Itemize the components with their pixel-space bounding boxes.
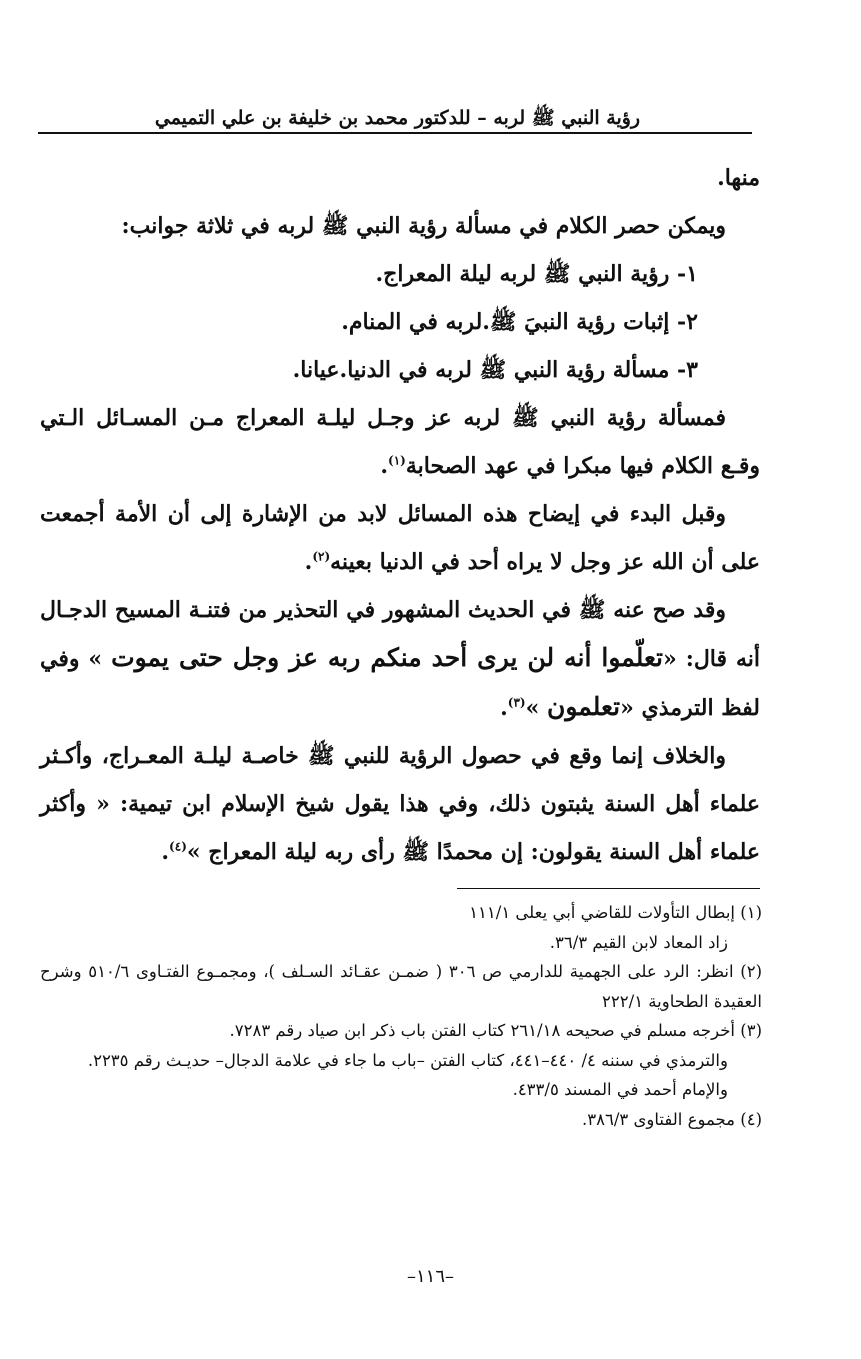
paragraph-aspects: ويمكن حصر الكلام في مسألة رؤية النبي ﷺ لربه في ثلاثة جوانب: bbox=[121, 213, 726, 239]
paragraph-miraj: فمسألة رؤية النبي ﷺ لربه عز وجـل ليلـة المعراج مـن المسـائل الـتي وقـع الكلام فيها مبكرا في عهد الصحابة$^{(١)}$. bbox=[40, 405, 760, 479]
running-header: رؤية النبي ﷺ لربه – للدكتور محمد بن خليفة بن علي التميمي bbox=[154, 107, 641, 129]
paragraph-intro: منها. bbox=[717, 165, 760, 191]
footnote-ref-3: (٣) bbox=[507, 695, 526, 710]
footnote-1: (١) إبطال التأولات للقاضي أبي يعلى ١١١/١ bbox=[469, 903, 762, 922]
tirmidhi-word: تعلمون bbox=[547, 692, 621, 721]
paragraph-dispute: والخلاف إنما وقع في حصول الرؤية للنبي ﷺ خاصـة ليلـة المعـراج، وأكـثر علماء أهل السنة يثبتون ذلك، وفي هذا يقول شيخ الإسلام ابن تيمية: « وأكثر علماء أهل السنة يقولون: إن محمدًا ﷺ رأى ربه ليلة المعراج »$^{(٤)}$. bbox=[40, 743, 760, 865]
list-item-1: ١- رؤية النبي ﷺ لربه ليلة المعراج. bbox=[375, 261, 698, 287]
footnote-ref-1: (١) bbox=[388, 453, 406, 468]
paragraph-hadith: وقد صح عنه ﷺ في الحديث المشهور في التحذير من فتنـة المسيح الدجـال أنه قال: «تعلّموا أنه لن يرى أحد منكم ربه عز وجل حتى يموت » وفي لفظ الترمذي «تعلمون »$^{(٣)}$. bbox=[40, 597, 760, 721]
footnote-ref-4: (٤) bbox=[169, 839, 187, 854]
paragraph-miraj-text: فمسألة رؤية النبي ﷺ لربه عز وجـل ليلـة المعراج مـن المسـائل الـتي وقـع الكلام فيها مبكرا في عهد الصحابة bbox=[40, 405, 760, 479]
hadith-intro: وقد صح عنه ﷺ في الحديث المشهور في التحذير من فتنـة المسيح الدجـال أنه قال: « bbox=[40, 597, 760, 672]
footnote-1-cont: زاد المعاد لابن القيم ٣٦/٣. bbox=[549, 932, 728, 952]
list-item-3: ٣- مسألة رؤية النبي ﷺ لربه في الدنيا.عيانا. bbox=[292, 357, 698, 383]
footnote-rule bbox=[457, 888, 760, 889]
footnote-2: (٢) انظر: الرد على الجهمية للدارمي ص ٣٠٦ ( ضمـن عقـائد السـلف )، ومجمـوع الفتـاوى ٥١٠/٦ وشرح العقيدة الطحاوية ٢٢٢/١ bbox=[40, 962, 763, 1011]
tirmidhi-close: » bbox=[525, 695, 540, 721]
footnote-4: (٤) مجموع الفتاوى ٣٨٦/٣. bbox=[582, 1109, 762, 1129]
footnote-3-ahmad: والإمام أحمد في المسند ٤٣٣/٥. bbox=[512, 1080, 728, 1099]
main-text bbox=[40, 154, 760, 876]
footnote-3-tirmidhi: والترمذي في سننه ٤/ ٤٤٠–٤٤١، كتاب الفتن –باب ما جاء في علامة الدجال– حديـث رقم ٢٢٣٥. bbox=[87, 1050, 728, 1070]
footnote-3: (٣) أخرجه مسلم في صحيحه ٢٦١/١٨ كتاب الفتن باب ذكر ابن صياد رقم ٧٢٨٣. bbox=[229, 1021, 762, 1040]
paragraph-consensus-text: وقبل البدء في إيضاح هذه المسائل لابد من الإشارة إلى أن الأمة أجمعت على أن الله عز وجل لا يراه أحد في الدنيا بعينه bbox=[40, 501, 760, 575]
footnotes bbox=[40, 898, 762, 1134]
list-item-2: ٢- إثبات رؤية النبيَ ﷺ.لربه في المنام. bbox=[341, 309, 698, 335]
header-rule bbox=[38, 132, 752, 134]
tirmidhi-intro: » وفي لفظ الترمذي « bbox=[40, 646, 760, 721]
paragraph-dispute-text: والخلاف إنما وقع في حصول الرؤية للنبي ﷺ خاصـة ليلـة المعـراج، وأكـثر علماء أهل السنة يثبتون ذلك، وفي هذا يقول شيخ الإسلام ابن تيمية: « وأكثر علماء أهل السنة يقولون: إن محمدًا ﷺ رأى ربه ليلة المعراج » bbox=[40, 743, 760, 865]
paragraph-consensus: وقبل البدء في إيضاح هذه المسائل لابد من الإشارة إلى أن الأمة أجمعت على أن الله عز وجل لا يراه أحد في الدنيا بعينه$^{(٢)}$. bbox=[40, 501, 760, 575]
hadith-quote: تعلّموا أنه لن يرى أحد منكم ربه عز وجل حتى يموت bbox=[111, 643, 664, 672]
footnote-ref-2: (٢) bbox=[312, 549, 331, 564]
page-number: –١١٦– bbox=[406, 1266, 454, 1287]
